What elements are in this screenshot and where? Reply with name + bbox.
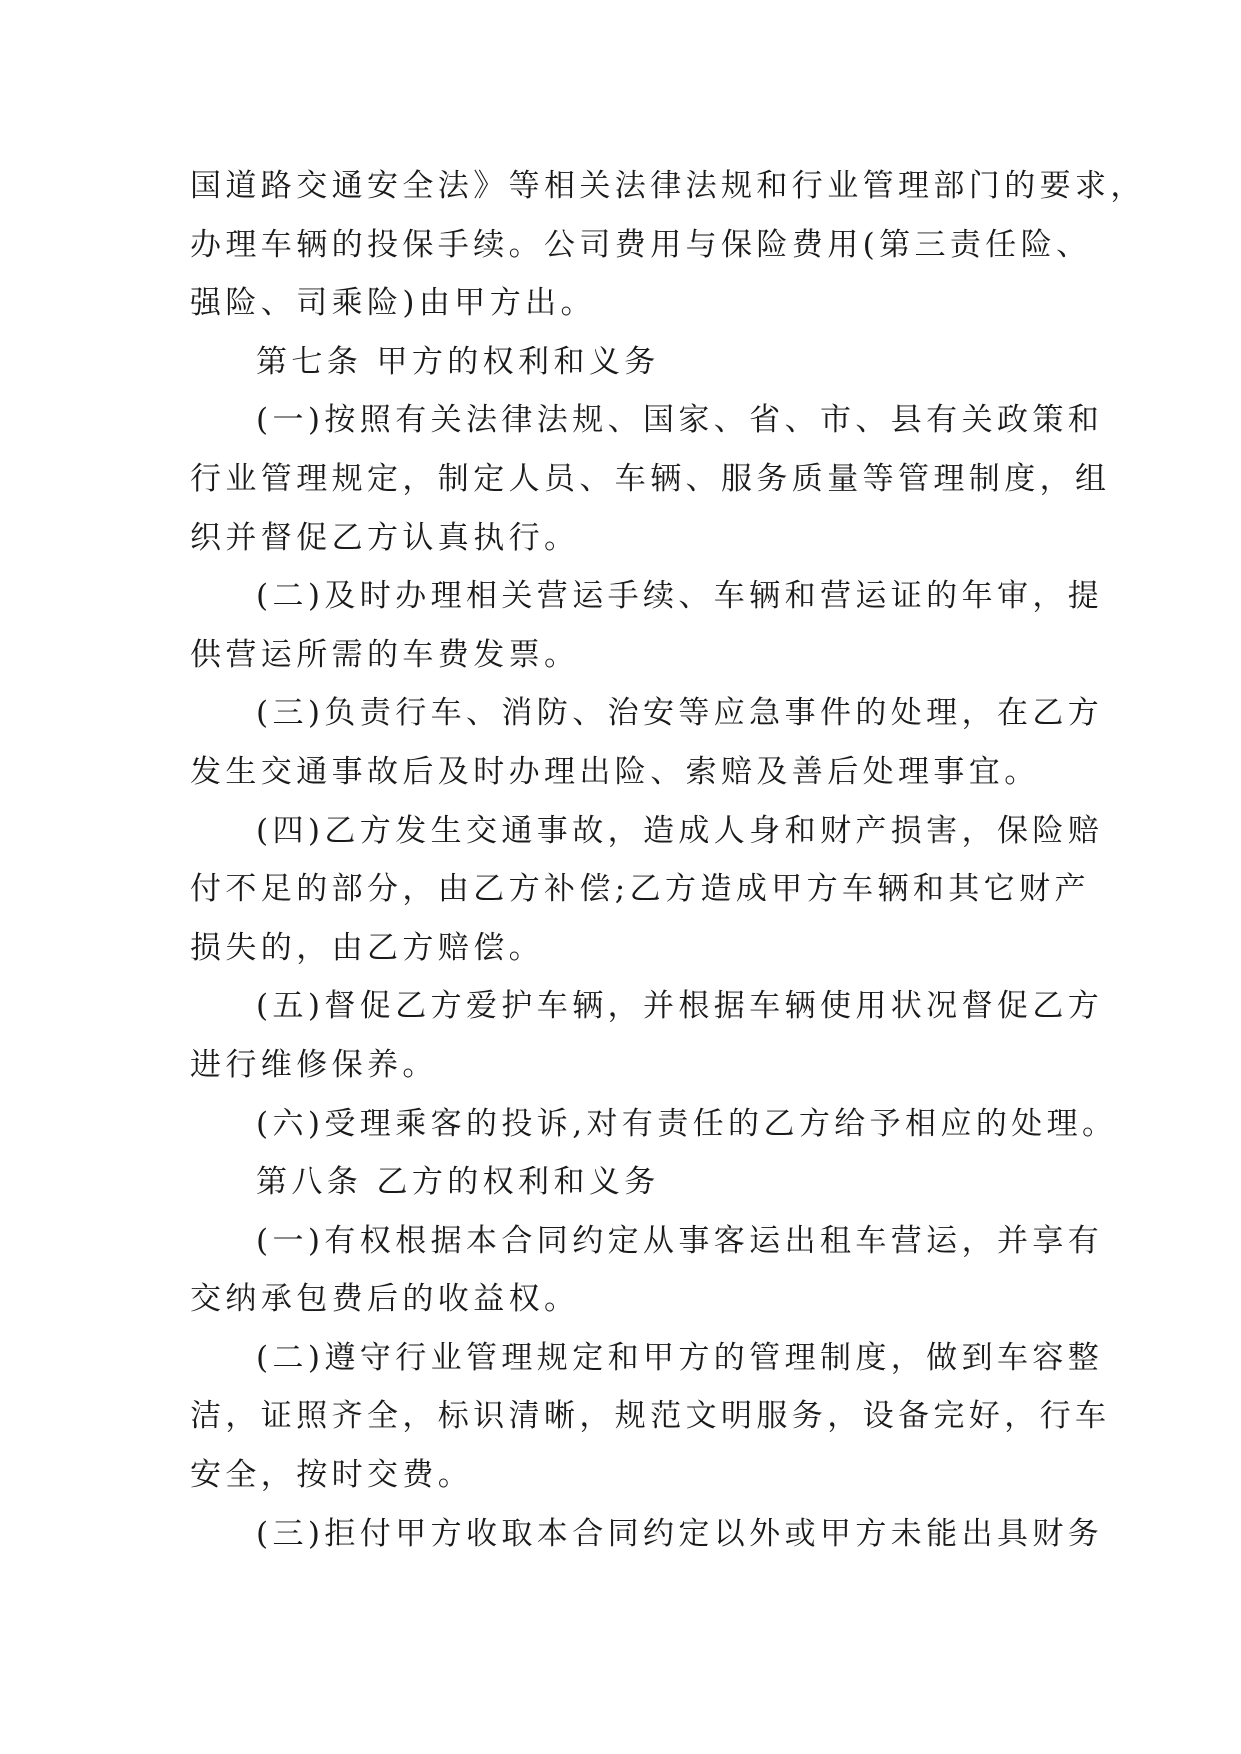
text-line: 洁，证照齐全，标识清晰，规范文明服务，设备完好，行车 [190,1398,1111,1435]
text-line: 国道路交通安全法》等相关法律法规和行业管理部门的要求， [190,168,1146,204]
text-line: 办理车辆的投保手续。公司费用与保险费用(第三责任险、 [190,226,1092,263]
text-line: 发生交通事故后及时办理出险、索赔及善后处理事宜。 [190,753,1040,790]
text-line: (一)按照有关法律法规、国家、省、市、县有关政策和 [256,402,1104,439]
text-line: (三)拒付甲方收取本合同约定以外或甲方未能出具财务 [256,1515,1104,1552]
text-line: 织并督促乙方认真执行。 [190,519,580,556]
text-line: (二)遵守行业管理规定和甲方的管理制度，做到车容整 [256,1339,1104,1376]
text-line: 付不足的部分，由乙方补偿;乙方造成甲方车辆和其它财产 [190,871,1090,908]
article-heading-7: 第七条 甲方的权利和义务 [256,343,660,380]
text-line: 交纳承包费后的收益权。 [190,1281,580,1318]
text-line: (二)及时办理相关营运手续、车辆和营运证的年审，提 [256,578,1104,615]
text-line: 进行维修保养。 [190,1046,438,1083]
text-line: 供营运所需的车费发票。 [190,636,580,673]
text-line: (五)督促乙方爱护车辆，并根据车辆使用状况督促乙方 [256,988,1104,1025]
text-line: 安全，按时交费。 [190,1457,474,1494]
text-line: (一)有权根据本合同约定从事客运出租车营运，并享有 [256,1222,1104,1259]
article-heading-8: 第八条 乙方的权利和义务 [256,1164,660,1201]
text-line: (四)乙方发生交通事故，造成人身和财产损害，保险赔 [256,812,1104,849]
document-body [190,157,1146,1563]
text-line: 损失的，由乙方赔偿。 [190,929,544,966]
text-line: (六)受理乘客的投诉,对有责任的乙方给予相应的处理。 [256,1105,1118,1142]
text-line: 行业管理规定，制定人员、车辆、服务质量等管理制度，组 [190,460,1111,497]
text-line: 强险、司乘险)由甲方出。 [190,285,596,322]
text-line: (三)负责行车、消防、治安等应急事件的处理，在乙方 [256,695,1104,732]
